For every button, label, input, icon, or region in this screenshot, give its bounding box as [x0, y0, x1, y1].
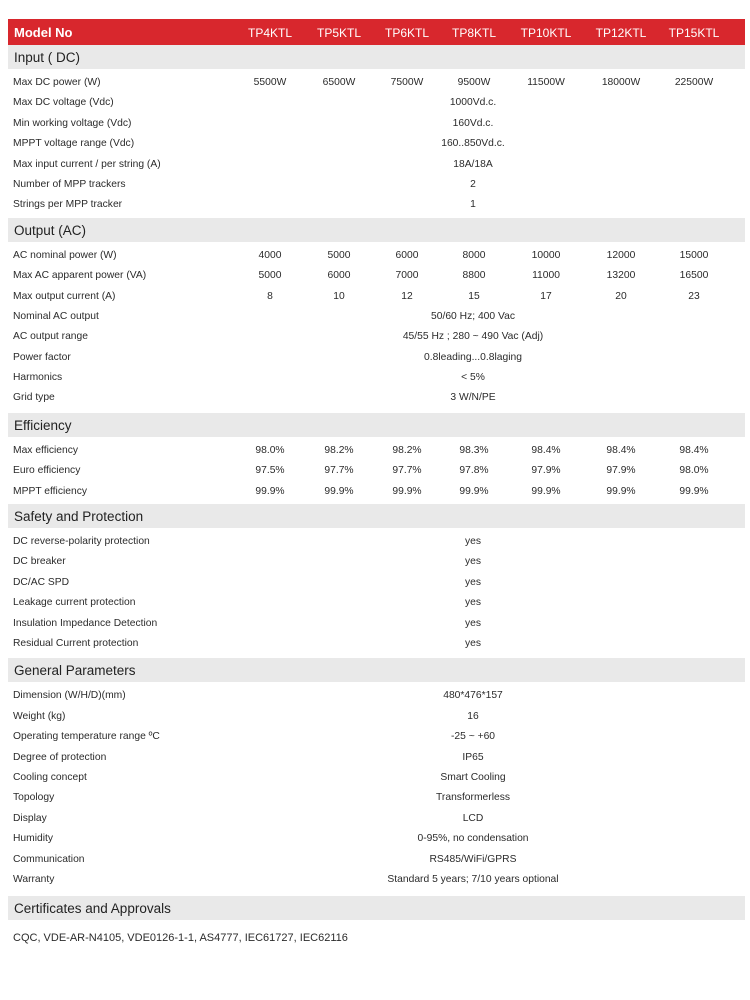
spec-row [8, 482, 745, 502]
spec-label: AC output range [13, 331, 88, 343]
spec-label: Min working voltage (Vdc) [13, 117, 132, 129]
model-no-label: Model No [14, 25, 73, 40]
spec-value: 5000 [258, 270, 282, 282]
spec-value-shared: 160Vd.c. [452, 117, 494, 129]
spec-value: 98.2% [324, 444, 354, 456]
spec-row [8, 114, 745, 134]
spec-label: Max AC apparent power (VA) [13, 270, 147, 282]
spec-label: Number of MPP trackers [13, 178, 126, 190]
spec-label: Degree of protection [13, 751, 107, 763]
section-title: General Parameters [14, 663, 136, 679]
spec-value-shared: < 5% [461, 372, 485, 384]
spec-row [8, 552, 745, 572]
spec-row [8, 134, 745, 154]
spec-label: MPPT efficiency [13, 485, 88, 497]
spec-value: 5500W [253, 77, 287, 88]
spec-value: 99.9% [459, 485, 489, 497]
spec-value: 10 [333, 290, 345, 302]
spec-row [8, 155, 745, 175]
section-rows [8, 682, 745, 896]
section-rows [8, 437, 745, 504]
spec-value-shared: LCD [462, 812, 484, 824]
model-column-header: TP15KTL [668, 26, 720, 40]
spec-value: 18000W [601, 77, 641, 88]
spec-label: Display [13, 812, 47, 824]
spec-sheet [8, 19, 745, 956]
spec-row [8, 246, 745, 266]
section-header [8, 658, 745, 682]
model-column-header: TP8KTL [451, 26, 496, 40]
spec-row [8, 266, 745, 286]
spec-value-shared: 480*476*157 [443, 690, 503, 702]
spec-value: 11000 [532, 270, 560, 282]
spec-label: Communication [13, 853, 85, 865]
spec-value: 7500W [390, 77, 424, 88]
spec-value: 98.3% [459, 444, 489, 456]
section-title: Efficiency [14, 417, 72, 433]
spec-row [8, 307, 745, 327]
spec-label: Leakage current protection [13, 597, 136, 609]
spec-value: 97.9% [531, 465, 561, 477]
spec-value: 98.4% [679, 444, 709, 456]
spec-value: 98.4% [531, 444, 561, 456]
spec-value-shared: RS485/WiFi/GPRS [429, 853, 517, 865]
spec-value-shared: Transformerless [436, 792, 510, 804]
spec-value: 20 [615, 290, 627, 302]
spec-label: Dimension (W/H/D)(mm) [13, 690, 126, 702]
spec-row [8, 195, 745, 215]
spec-value: 10000 [531, 249, 561, 261]
spec-row [8, 93, 745, 113]
section-rows [8, 528, 745, 658]
spec-value: 11500W [527, 77, 565, 88]
spec-value: 99.9% [531, 485, 561, 497]
spec-value: 13200 [606, 270, 636, 282]
spec-value-shared: yes [464, 637, 482, 649]
spec-label: Max input current / per string (A) [13, 158, 161, 170]
spec-value-shared: 1000Vd.c. [449, 97, 497, 109]
spec-label: DC breaker [13, 556, 66, 568]
spec-value: 98.2% [392, 444, 422, 456]
section-rows [8, 242, 745, 413]
spec-value: 6500W [322, 77, 356, 88]
spec-value: 97.7% [324, 465, 354, 477]
spec-row [8, 441, 745, 461]
spec-row [8, 287, 745, 307]
model-column-header: TP10KTL [520, 26, 572, 40]
spec-value: 8800 [462, 270, 486, 282]
certificates-block [8, 920, 745, 956]
spec-label: AC nominal power (W) [13, 249, 117, 261]
spec-label: MPPT voltage range (Vdc) [13, 138, 135, 150]
spec-value: 99.9% [392, 485, 422, 497]
model-column-header: TP4KTL [247, 26, 292, 40]
spec-row [8, 788, 745, 808]
spec-label: DC/AC SPD [13, 576, 70, 588]
spec-value: 99.9% [606, 485, 636, 497]
section-title: Certificates and Approvals [14, 901, 171, 917]
spec-value-shared: 45/55 Hz ; 280 ~ 490 Vac (Adj) [402, 331, 544, 343]
spec-value: 6000 [327, 270, 351, 282]
spec-label: Max DC power (W) [13, 77, 101, 88]
spec-label: Euro efficiency [13, 465, 81, 477]
spec-value-shared: 16 [467, 710, 479, 722]
spec-label: Cooling concept [13, 771, 87, 783]
spec-row [8, 73, 745, 93]
spec-label: Max DC voltage (Vdc) [13, 97, 114, 109]
spec-value: 99.9% [255, 485, 285, 497]
spec-value-shared: 18A/18A [453, 158, 493, 170]
spec-value-shared: 1 [470, 199, 476, 211]
spec-row [8, 829, 745, 849]
spec-value: 12 [401, 290, 413, 302]
spec-value: 12000 [606, 249, 636, 261]
spec-value: 9500W [457, 77, 491, 88]
spec-value: 7000 [395, 270, 419, 282]
section-header [8, 896, 745, 920]
spec-label: Weight (kg) [13, 710, 66, 722]
spec-value-shared: yes [464, 597, 482, 609]
spec-value: 99.9% [324, 485, 354, 497]
spec-label: Harmonics [13, 372, 63, 384]
spec-row [8, 634, 745, 654]
spec-value: 97.8% [459, 465, 489, 477]
section-title: Safety and Protection [14, 509, 144, 525]
spec-row [8, 573, 745, 593]
spec-row [8, 686, 745, 706]
spec-value: 23 [688, 290, 700, 302]
spec-value: 4000 [258, 249, 282, 261]
spec-row [8, 461, 745, 481]
spec-value: 98.0% [679, 465, 709, 477]
spec-value-shared: yes [464, 617, 482, 629]
spec-value-shared: -25 ~ +60 [450, 731, 496, 743]
spec-label: Grid type [13, 392, 55, 404]
spec-row [8, 614, 745, 634]
spec-row [8, 727, 745, 747]
section-header [8, 45, 745, 69]
model-header [8, 19, 745, 45]
spec-value: 6000 [395, 249, 419, 261]
spec-value-shared: IP65 [462, 751, 484, 763]
spec-label: Strings per MPP tracker [13, 199, 123, 211]
spec-label: Max output current (A) [13, 290, 116, 302]
spec-label: DC reverse-polarity protection [13, 536, 150, 548]
spec-value-shared: 2 [470, 178, 476, 190]
spec-value-shared: 3 W/N/PE [450, 392, 496, 404]
spec-value: 97.5% [255, 465, 285, 477]
spec-row [8, 748, 745, 768]
spec-label: Topology [13, 792, 55, 804]
section-title: Input ( DC) [14, 50, 81, 65]
spec-value-shared: yes [464, 576, 482, 588]
spec-row [8, 532, 745, 552]
spec-label: Nominal AC output [13, 310, 99, 322]
spec-row [8, 707, 745, 727]
spec-row [8, 768, 745, 788]
spec-row [8, 870, 745, 890]
spec-label: Insulation Impedance Detection [13, 617, 158, 629]
spec-value: 98.0% [255, 444, 285, 456]
spec-value: 98.4% [606, 444, 636, 456]
spec-label: Operating temperature range ºC [13, 731, 160, 743]
spec-value: 22500W [674, 77, 714, 88]
spec-value: 8000 [462, 249, 486, 261]
spec-row [8, 327, 745, 347]
spec-row [8, 348, 745, 368]
spec-row [8, 593, 745, 613]
spec-row [8, 388, 745, 408]
spec-value: 8 [267, 290, 273, 302]
spec-label: Max efficiency [13, 444, 79, 456]
spec-row [8, 368, 745, 388]
spec-row [8, 175, 745, 195]
section-header [8, 413, 745, 437]
spec-value: 15000 [679, 249, 709, 261]
spec-value-shared: 160..850Vd.c. [441, 138, 505, 150]
model-column-header: TP6KTL [384, 26, 429, 40]
spec-value-shared: yes [464, 536, 482, 548]
section-title: Output (AC) [14, 222, 87, 238]
spec-value-shared: Smart Cooling [440, 771, 506, 783]
spec-value: 17 [540, 290, 552, 302]
section-header [8, 218, 745, 242]
section-header [8, 504, 745, 528]
spec-row [8, 850, 745, 870]
spec-label: Residual Current protection [13, 637, 139, 649]
section-rows [8, 69, 745, 218]
spec-value: 97.9% [606, 465, 636, 477]
spec-value: 5000 [327, 249, 351, 261]
model-column-header: TP5KTL [316, 26, 361, 40]
spec-value-shared: Standard 5 years; 7/10 years optional [387, 873, 559, 885]
spec-value-shared: 0.8leading...0.8laging [424, 351, 522, 363]
spec-value: 16500 [679, 270, 709, 282]
spec-value-shared: yes [464, 556, 482, 568]
spec-value-shared: 0-95%, no condensation [417, 833, 529, 845]
spec-value: 97.7% [392, 465, 422, 477]
certificates-text: CQC, VDE-AR-N4105, VDE0126-1-1, AS4777, IEC61727, IEC62116 [13, 932, 348, 945]
spec-value: 99.9% [679, 485, 709, 497]
model-column-header: TP12KTL [595, 26, 647, 40]
spec-row [8, 809, 745, 829]
spec-label: Warranty [13, 873, 55, 885]
spec-value: 15 [468, 290, 480, 302]
spec-label: Humidity [13, 833, 54, 845]
spec-value-shared: 50/60 Hz; 400 Vac [431, 310, 515, 322]
spec-label: Power factor [13, 351, 71, 363]
